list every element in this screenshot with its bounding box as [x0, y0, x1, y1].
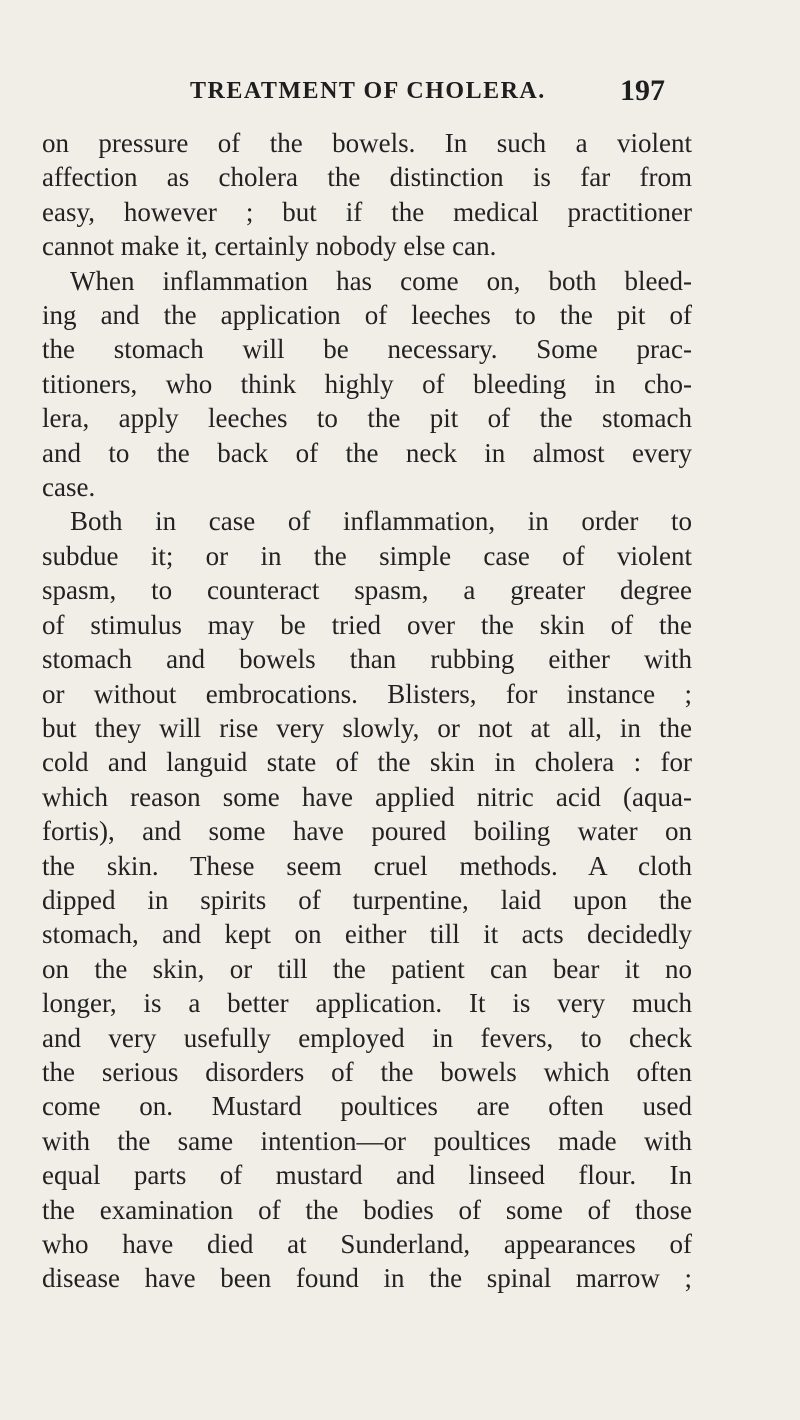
- text-line: dipped in spirits of turpentine, laid upon the: [42, 884, 692, 915]
- text-line: case.: [42, 472, 96, 503]
- text-line: which reason some have applied nitric acid (aqua-: [42, 781, 692, 812]
- text-line: stomach and bowels than rubbing either with: [42, 644, 692, 675]
- text-line: longer, is a better application. It is very much: [42, 988, 692, 1019]
- text-line: the stomach will be necessary. Some prac-: [42, 334, 692, 365]
- page-number: 197: [620, 74, 665, 107]
- text-line: cannot make it, certainly nobody else can.: [42, 231, 497, 262]
- text-line: easy, however ; but if the medical practitioner: [42, 196, 692, 227]
- text-line: on the skin, or till the patient can bear it no: [42, 953, 692, 984]
- text-line: come on. Mustard poultices are often used: [42, 1091, 692, 1122]
- text-line: and to the back of the neck in almost every: [42, 437, 692, 468]
- text-line: and very usefully employed in fevers, to check: [42, 1022, 692, 1053]
- text-line: with the same intention—or poultices made with: [42, 1125, 692, 1156]
- body-text: [42, 126, 692, 1296]
- text-line: lera, apply leeches to the pit of the stomach: [42, 403, 692, 434]
- text-line: ing and the application of leeches to the pit of: [42, 300, 692, 331]
- text-line: the serious disorders of the bowels which often: [42, 1056, 692, 1087]
- text-line: fortis), and some have poured boiling water on: [42, 816, 692, 847]
- text-line: who have died at Sunderland, appearances of: [42, 1229, 692, 1259]
- text-line: the examination of the bodies of some of those: [42, 1194, 692, 1225]
- text-line: When inflammation has come on, both bleed-: [70, 265, 692, 296]
- text-line: subdue it; or in the simple case of violent: [42, 540, 692, 571]
- text-line: affection as cholera the distinction is far from: [42, 162, 692, 193]
- text-line: Both in case of inflammation, in order to: [70, 506, 692, 537]
- text-line: of stimulus may be tried over the skin of the: [42, 609, 692, 640]
- text-line: stomach, and kept on either till it acts decidedly: [42, 919, 692, 950]
- text-line: or without embrocations. Blisters, for instance ;: [42, 678, 692, 709]
- text-line: spasm, to counteract spasm, a greater degree: [42, 575, 692, 606]
- text-line: the skin. These seem cruel methods. A cloth: [42, 850, 692, 881]
- text-line: equal parts of mustard and linseed flour. In: [42, 1160, 692, 1191]
- text-line: on pressure of the bowels. In such a violent: [42, 128, 692, 158]
- text-line: titioners, who think highly of bleeding in cho-: [42, 368, 692, 399]
- text-line: but they will rise very slowly, or not at all, in the: [42, 712, 692, 743]
- text-line: disease have been found in the spinal marrow ;: [42, 1263, 692, 1294]
- text-line: cold and languid state of the skin in cholera : for: [42, 747, 692, 778]
- running-head: TREATMENT OF CHOLERA.: [190, 78, 546, 104]
